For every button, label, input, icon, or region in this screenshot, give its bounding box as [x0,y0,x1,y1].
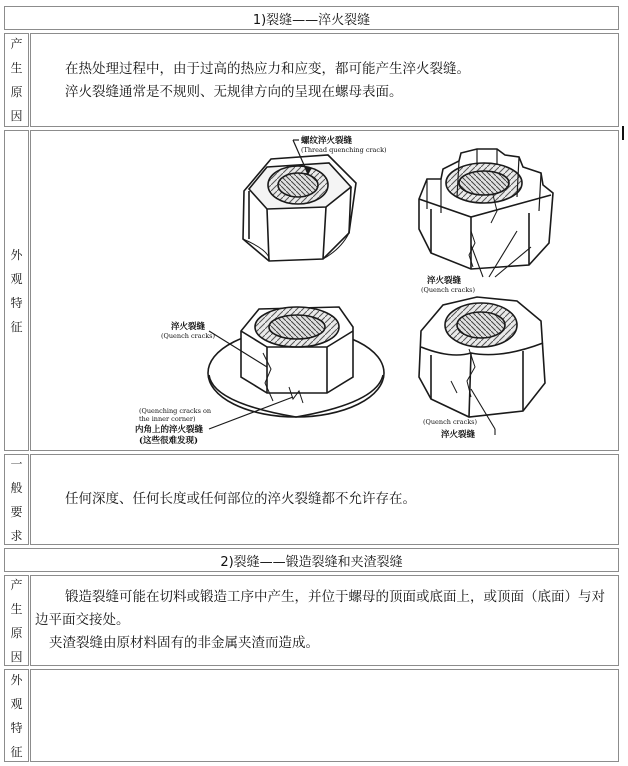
cause-label: 产生原因 [10,37,23,123]
flanged-nut-middle-left [208,307,384,417]
quench-crack-label-br-en: (Quench cracks) [423,418,478,426]
hex-nut-top-left [243,155,356,261]
requirement-label: 一般要求 [10,456,23,543]
cause-line-2: 淬火裂缝通常是不规则、无规律方向的呈现在螺母表面。 [65,84,403,100]
inner-corner-note: (这些很难发现) [139,436,199,446]
nut-crack-diagram [31,131,618,450]
requirement-content-cell [30,454,619,545]
domed-nut-bottom-right [419,297,545,417]
appearance-label: 外观特征 [10,247,23,334]
inner-corner-label-en-2: the inner corner) [139,415,196,423]
section2-title: 2)裂缝——锻造裂缝和夹渣裂缝 [220,554,403,570]
cause-line-1: 在热处理过程中，由于过高的热应力和应变，都可能产生淬火裂缝。 [65,61,470,77]
quench-crack-label-tr-en: (Quench cracks) [421,286,476,294]
thread-crack-label-cn: 螺纹淬火裂缝 [301,136,353,146]
appearance-label-cell [4,130,29,451]
quench-crack-label-ml-cn: 淬火裂缝 [171,322,206,332]
section2-appearance-label: 外观特征 [10,672,23,759]
section2-cause-line-2: 夹渣裂缝由原材料固有的非金属夹渣而造成。 [49,635,319,651]
section2-cause-content-cell [30,575,619,666]
inner-corner-label-cn: 内角上的淬火裂缝 [135,425,204,435]
quench-crack-label-tr-cn: 淬火裂缝 [427,276,462,286]
section2-header [4,548,619,572]
inner-corner-label-en-1: (Quenching cracks on [139,407,212,415]
requirement-label-cell [4,454,29,545]
section1-title: 1)裂缝——淬火裂缝 [252,12,371,28]
quench-crack-label-br-cn: 淬火裂缝 [441,430,476,440]
text-cursor-mark [622,126,624,140]
section2-appearance-content-cell [30,669,619,762]
castle-nut-top-right [419,149,553,269]
section2-cause-label-cell [4,575,29,666]
section2-cause-label: 产生原因 [10,577,23,664]
quench-crack-label-ml-en: (Quench cracks) [161,332,216,340]
section2-cause-line-1: 锻造裂缝可能在切料或锻造工序中产生，并位于螺母的顶面或底面上，或顶面（底面）与对边平面交接处。 [35,589,605,628]
appearance-diagram-cell [30,130,619,451]
requirement-text: 任何深度、任何长度或任何部位的淬火裂缝都不允许存在。 [65,491,416,507]
section2-appearance-label-cell [4,669,29,762]
thread-crack-label-en: (Thread quenching crack) [301,146,387,154]
cause-content-cell [30,33,619,127]
cause-label-cell [4,33,29,127]
section1-header [4,6,619,30]
